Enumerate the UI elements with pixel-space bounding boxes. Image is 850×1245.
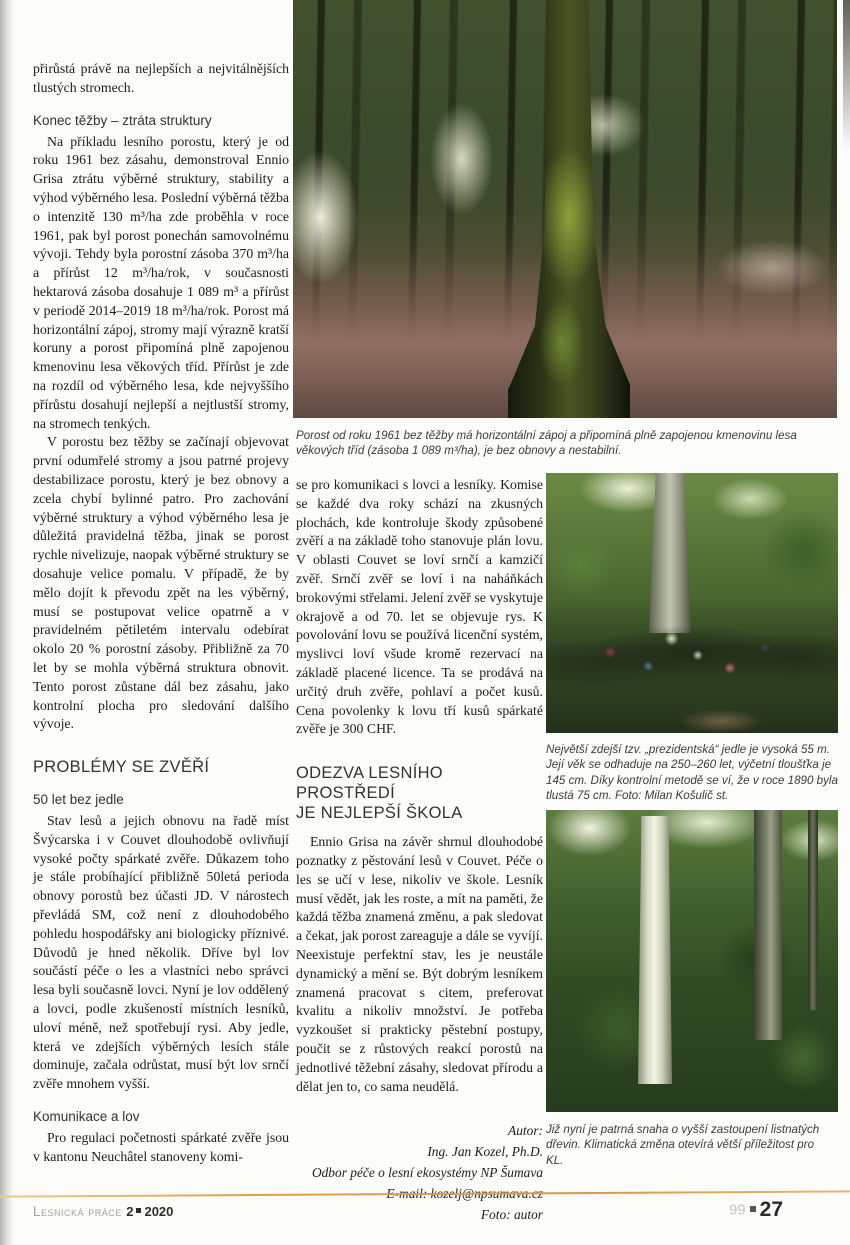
section-heading-line: JE NEJLEPŠÍ ŠKOLA [296,804,463,823]
middle-column [296,476,543,1225]
paragraph: Pro regulaci početnosti spárkaté zvěře jsou v kantonu Neuchâtel stanoveny komi- [33,1130,289,1164]
section-heading-line: ODEZVA LESNÍHO PROSTŘEDÍ [296,764,443,803]
mossy-tree-trunk-shape [508,0,630,418]
page-number: 27 [759,1198,783,1221]
issue-year: 2020 [144,1204,174,1219]
paragraph-continued: přirůstá právě na nejlepších a nejvitálnějších tlustých stromech. [33,61,289,95]
journal-footer [33,1203,173,1221]
photo-forest-understory [546,810,838,1112]
left-column [33,60,289,1167]
subheading-50-let-bez-jedle: 50 let bez jedle [33,792,124,808]
page-number-block [729,1198,783,1222]
author-name: Ing. Jan Kozel, Ph.D. [427,1144,543,1160]
page-scan-corner [843,0,850,150]
thin-trunk-shape [808,810,818,1010]
journal-name: Lesnická práce [33,1204,122,1219]
photo-credit: Foto: autor [480,1207,543,1223]
photo-caption-bottom: Již nyní je patrná snaha o vyšší zastoupení listnatých dřevin. Klimatická změna otevírá větší příležitost pro KL. [546,1123,820,1167]
subheading-konec-tezby: Konec těžby – ztráta struktury [33,112,212,128]
page-scan-edge [0,0,14,1245]
photo-caption-top: Porost od roku 1961 bez těžby má horizontální zápoj a připomíná plně zapojenou kmenovinu lesa věkových tříd (zásoba 1 089 m³/ha), je bez obnovy a nestabilní. [296,429,797,458]
group-of-people-shape [546,611,838,703]
paragraph: Na příkladu lesního porostu, který je od roku 1961 bez zásahu, demonstroval Ennio Grisa ztrátu výběrné struktury, stability a výhod výběrného lesa. Poslední výběrná těžba o intenzitě 130 m³/ha zde proběhla v roce 1961, pak byl porost ponechán samovolnému vývoji. Tehdy byla porostní zásoba 370 m³/ha a přírůst 12 m³/ha/rok, v současnosti hektarová zásoba dosahuje 1 089 m³ a přírůst v periodě 2014–2019 18 m³/ha/rok. Porost má horizontální zápoj, stromy mají výrazně kratší koruny a porost připomíná plně zapojenou kmenovinu lesa věkových tříd. Přírůst je zde na rozdíl od výběrného lesa, kde nejvyššího přírůstu dosahují nejlepší a nejtlustší stromy, na stromech tenkých. [33,133,289,431]
paragraph: Stav lesů a jejich obnovu na řadě míst Švýcarska i v Couvet dlouhodobě ovlivňují vysoké počty spárkaté zvěře. Důkazem toho je stále probíhající přibližně 50letá perioda obnovy porostů bez účasti JD. V nárostech převládá SM, což není z dlouhodobého pohledu hospodářsky ani biologicky příznivé. Důvodů je hned několik. Dříve byl lov součástí péče o les a vlastníci nebo správci lesa byli současně lovci. Nyní je lov oddělený a lovci, podle zkušeností místních lesníků, uloví méně, než spotřebují rysi. Aby jedle, která ve zdejších výběrných lesích stále dominuje, začala odrůstat, musí být lov srnčí zvěře mnohem vyšší. [33,813,289,1092]
paragraph-continued: se pro komunikaci s lovci a lesníky. Komise se každé dva roky schází na zkusných plochách, kde kontroluje škody způsobené zvěří a na základě toho stanovuje plán lovu. V oblasti Couvet se loví srnčí a kamzičí zvěř. Srnčí zvěř se loví i na naháňkách brokovými střelami. Jelení zvěř se vyskytuje okrajově a od 70. let se objevuje rys. K povolování lovu se používá licenční systém, myslivci loví všude kromě rezervací na základě placené licence. Ta se prodává na určitý druh zvěře, pohlaví a počet kusů. Cena povolenky k lovu tří kusů spárkaté zvěře je 300 CHF. [296,477,543,737]
section-heading-problemy-se-zveri: PROBLÉMY SE ZVĚŘÍ [33,758,210,777]
author-label: Autor: [508,1123,543,1139]
photo-group-president-fir [546,473,838,733]
issue-number: 2 [126,1204,134,1219]
paragraph: V porostu bez těžby se začínají objevovat první odumřelé stromy a jsou patrné projevy destabilizace porostu, který je bez obnovy a zcela chybí bylinné patro. Pro zachování výběrné struktury a výhod výběrného lesa je důležitá pravidelná těžba, jinak se porost rychle nivelizuje, naopak výběrné struktury se dosahuje velice pomalu. V případě, že by mělo dojít k převodu zpět na les výběrný, musí se postupovat velice opatrně a v pravidelném pětiletém intervalu odebírat okolo 20 % porostní zásoby. Přibližně za 70 let by se mohla výběrná struktura obnovit. Tento porost zůstane dál bez zásahu, jako kontrolní plocha pro sledování dalšího vývoje. [33,434,289,732]
photo-forest-1961 [293,0,837,418]
subheading-komunikace-a-lov: Komunikace a lov [33,1109,140,1125]
bullet-square-icon [750,1206,756,1212]
sunlit-trunk-shape [638,816,672,1084]
forest-path-shape [666,703,776,733]
photo-caption-middle: Největší zdejší tzv. „prezidentská“ jedle je vysoká 55 m. Její věk se odhaduje na 250–260 let, výčetní tloušťka je 145 cm. Díky kontrolní metodě se ví, že v roce 1890 byla tlustá 75 cm. Foto: Milan Košulič st. [546,743,838,803]
bullet-square-icon [136,1208,141,1213]
author-block [296,1120,543,1225]
section-heading-odezva [296,763,543,823]
paragraph: Ennio Grisa na závěr shrnul dlouhodobé poznatky z pěstování lesů v Couvet. Péče o les se učí v lese, nikoliv ve škole. Lesník musí vědět, jak les roste, a mít na paměti, že každá těžba znamená změnu, a pak sledovat a čekat, jak porost zareaguje a dále se vyvíjí. Neexistuje perfektní stav, les je neustále dynamický a mění se. Být dobrým lesníkem znamená pracovat s citem, preferovat kvalitu a nikoliv množství. Je potřeba vyzkoušet si prakticky pěstební postupy, poučit se z růstových reakcí porostů na jednotlivé těžební zásahy, sledovat přírodu a dělat jen to, co sama neudělá. [296,834,543,1094]
folio-gray: 99 [728,1201,746,1219]
gray-trunk-shape [754,810,782,1040]
fir-trunk-shape [649,473,691,633]
author-affiliation: Odbor péče o lesní ekosystémy NP Šumava [311,1165,543,1181]
